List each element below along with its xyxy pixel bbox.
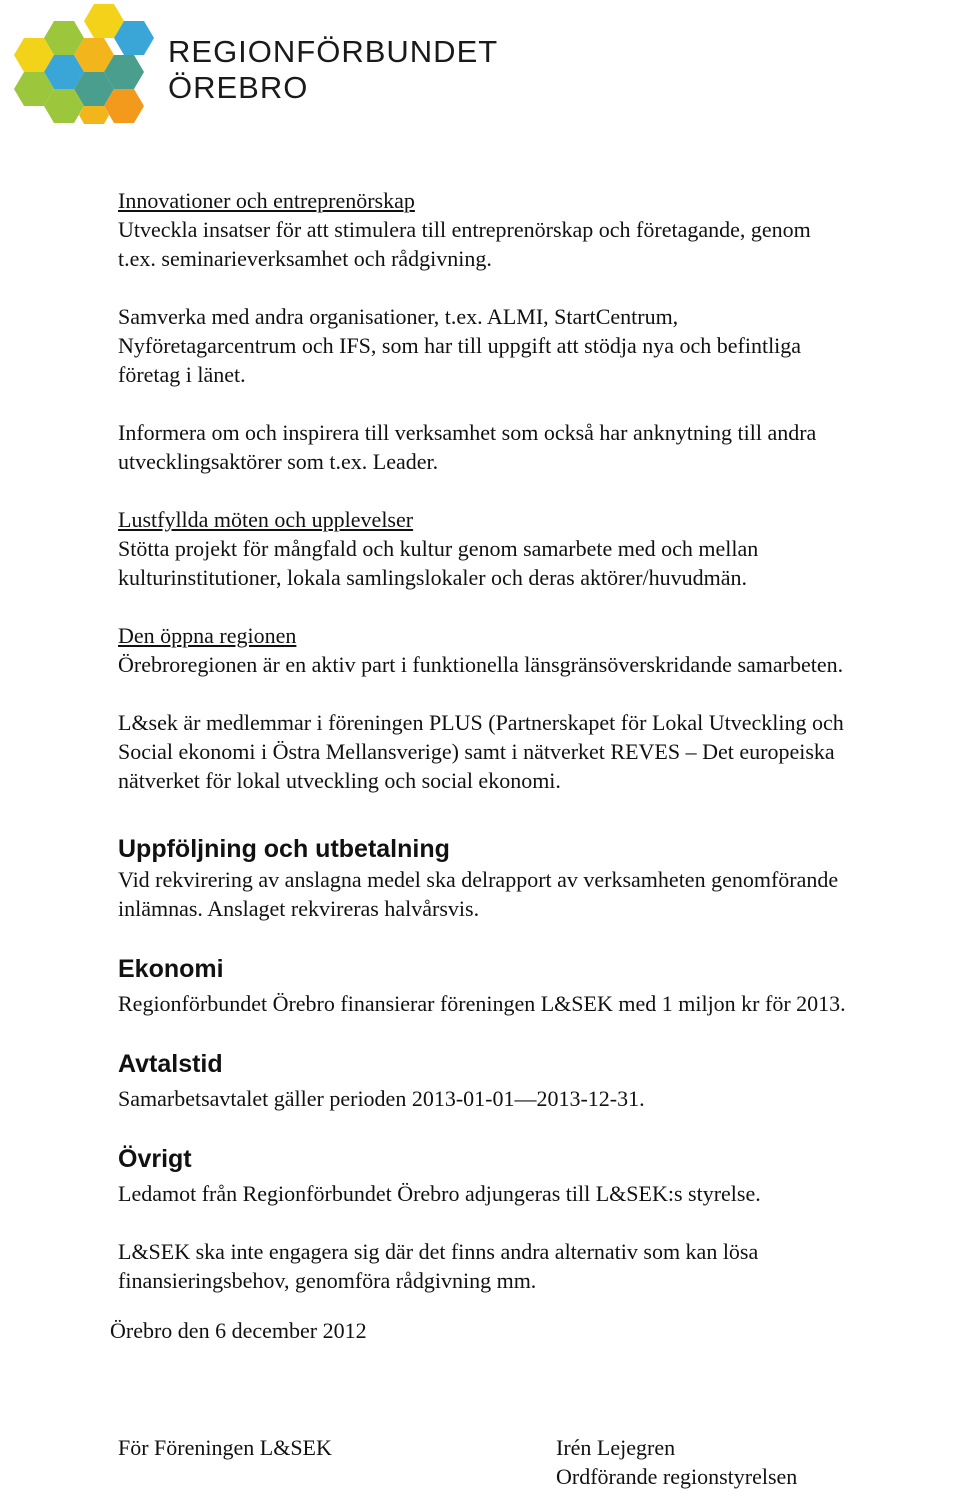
signature-name: Irén Lejegren [556, 1435, 676, 1460]
paragraph-line: företag i länet. [118, 362, 246, 387]
paragraph-line: Informera om och inspirera till verksamhet som också har anknytning till andra [118, 420, 817, 445]
logo [6, 0, 506, 130]
heading-avtalstid: Avtalstid [118, 1050, 223, 1078]
paragraph-line: L&sek är medlemmar i föreningen PLUS (Partnerskapet för Lokal Utveckling och [118, 710, 844, 735]
paragraph-line: Stötta projekt för mångfald och kultur genom samarbete med och mellan [118, 536, 759, 561]
heading-ekonomi: Ekonomi [118, 955, 224, 983]
section-heading-innovation: Innovationer och entreprenörskap [118, 188, 415, 213]
paragraph-line: Samarbetsavtalet gäller perioden 2013-01-01—2013-12-31. [118, 1086, 645, 1111]
paragraph-line: Social ekonomi i Östra Mellansverige) samt i nätverket REVES – Det europeiska [118, 739, 835, 764]
hex-cell [79, 106, 109, 124]
logo-text [168, 34, 498, 106]
paragraph-line: Ledamot från Regionförbundet Örebro adjungeras till L&SEK:s styrelse. [118, 1181, 761, 1206]
heading-ovrigt: Övrigt [118, 1145, 192, 1173]
paragraph-line: L&SEK ska inte engagera sig där det finns andra alternativ som kan lösa [118, 1239, 759, 1264]
hexagon-cluster-icon [6, 0, 166, 130]
heading-uppfoljning: Uppföljning och utbetalning [118, 835, 450, 863]
section-heading-lustfyllda: Lustfyllda möten och upplevelser [118, 507, 414, 532]
dateline: Örebro den 6 december 2012 [110, 1318, 367, 1343]
document-body [118, 186, 958, 1295]
signature-title: Ordförande regionstyrelsen [556, 1464, 798, 1489]
paragraph-line: Vid rekvirering av anslagna medel ska delrapport av verksamheten genomförande [118, 867, 839, 892]
paragraph-line: Utveckla insatser för att stimulera till entreprenörskap och företagande, genom [118, 217, 811, 242]
paragraph-line: utvecklingsaktörer som t.ex. Leader. [118, 449, 439, 474]
paragraph-line: t.ex. seminarieverksamhet och rådgivning. [118, 246, 492, 271]
section-heading-oppna: Den öppna regionen [118, 623, 297, 648]
paragraph-line: Örebroregionen är en aktiv part i funktionella länsgränsöverskridande samarbeten. [118, 652, 844, 677]
paragraph-line: Regionförbundet Örebro finansierar föreningen L&SEK med 1 miljon kr för 2013. [118, 991, 846, 1016]
paragraph-line: finansieringsbehov, genomföra rådgivning mm. [118, 1268, 537, 1293]
paragraph-line: kulturinstitutioner, lokala samlingslokaler och deras aktörer/huvudmän. [118, 565, 748, 590]
signature-left: För Föreningen L&SEK [118, 1435, 332, 1460]
logo-line-1: REGIONFÖRBUNDET [168, 34, 499, 69]
paragraph-line: nätverket för lokal utveckling och social ekonomi. [118, 768, 561, 793]
signature-right [556, 1433, 797, 1491]
paragraph-line: inlämnas. Anslaget rekvireras halvårsvis. [118, 896, 480, 921]
paragraph-line: Nyföretagarcentrum och IFS, som har till uppgift att stödja nya och befintliga [118, 333, 802, 358]
paragraph-line: Samverka med andra organisationer, t.ex. ALMI, StartCentrum, [118, 304, 679, 329]
logo-line-2: ÖREBRO [168, 70, 309, 105]
